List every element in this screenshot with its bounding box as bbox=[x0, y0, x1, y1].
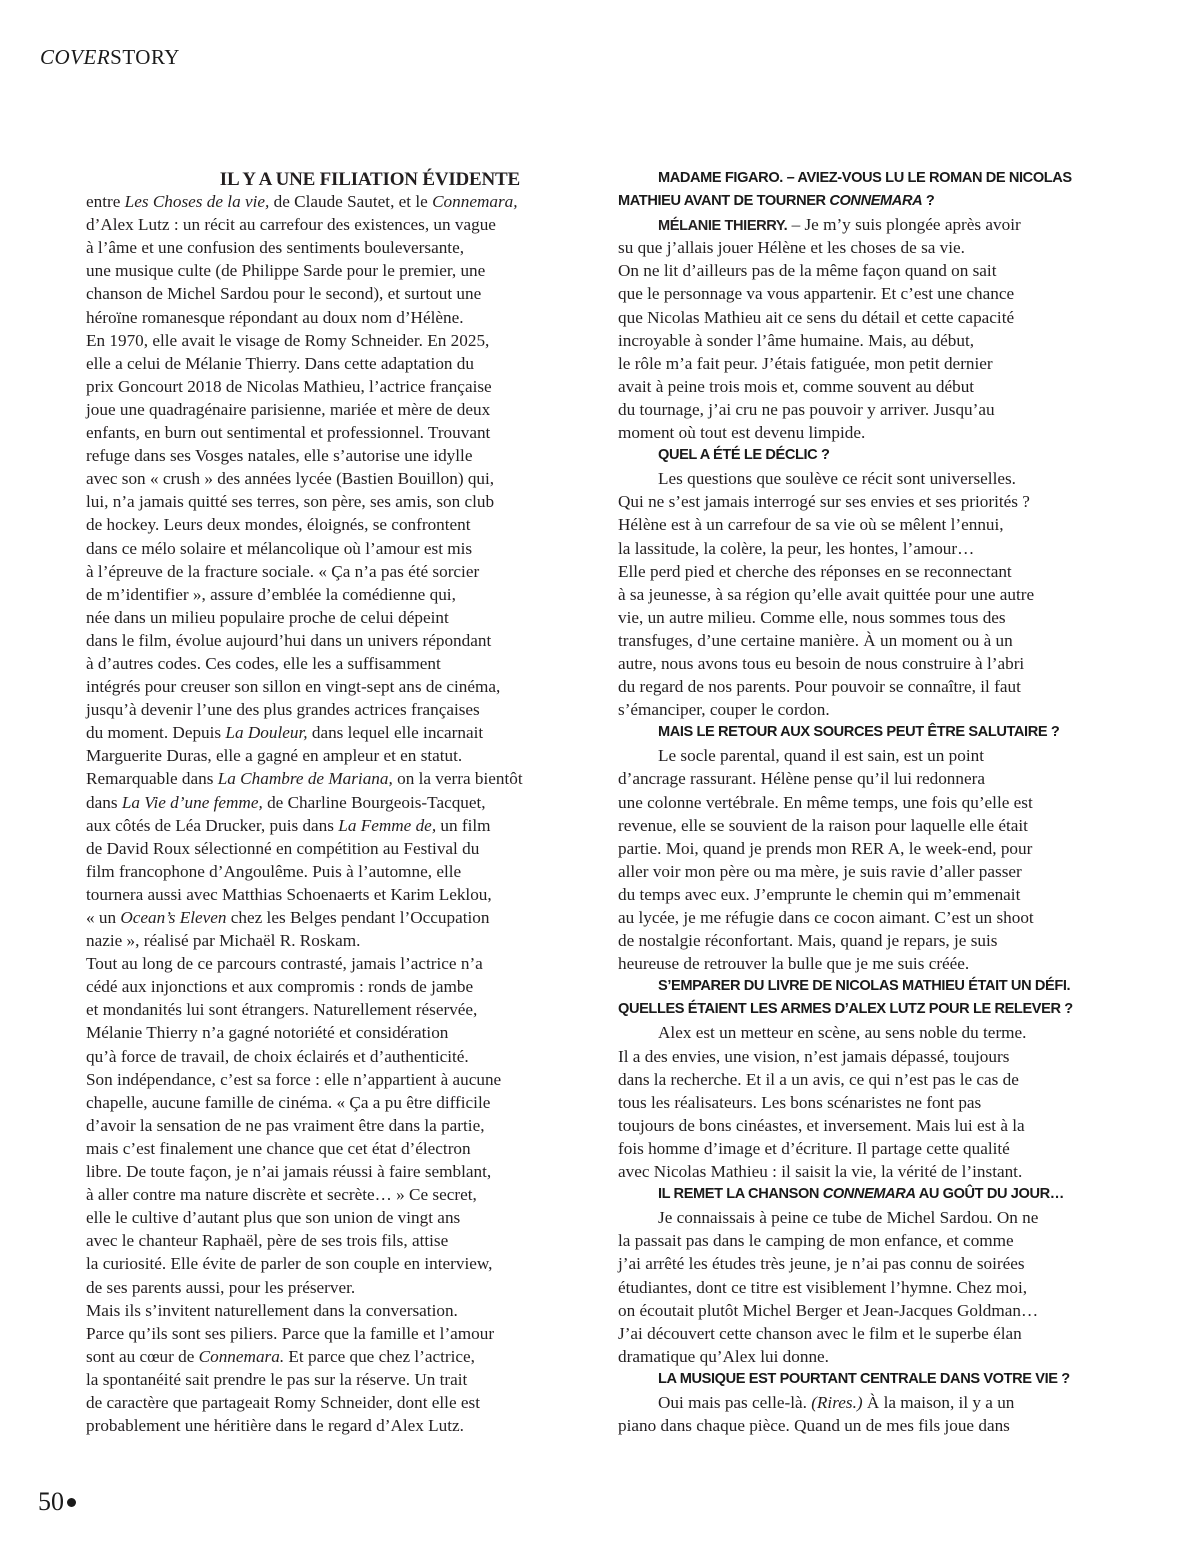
interview-question bbox=[618, 1368, 1094, 1391]
answer-line bbox=[618, 537, 1094, 560]
text-run: S’EMPARER DU LIVRE DE NICOLAS MATHIEU ÉTAIT UN DÉFI. bbox=[658, 978, 1071, 995]
text-run: de ses parents aussi, pour les préserver. bbox=[86, 1277, 356, 1297]
interview-question bbox=[618, 444, 1094, 467]
text-run: Il a des envies, une vision, n’est jamais dépassé, toujours bbox=[618, 1046, 1010, 1066]
text-run: avec son « crush » des années lycée (Bastien Bouillon) qui, bbox=[86, 469, 495, 489]
text-run: héroïne romanesque répondant au doux nom d’Hélène. bbox=[86, 307, 464, 327]
body-line bbox=[86, 929, 562, 952]
answer-line bbox=[618, 490, 1094, 513]
text-run: aller voir mon père ou ma mère, je suis ravie d’aller passer bbox=[618, 861, 1022, 881]
italic-title: Ocean’s Eleven bbox=[120, 908, 227, 927]
section-kicker bbox=[40, 45, 180, 70]
text-run: dans la recherche. Et il a un avis, ce qui n’est pas le cas de bbox=[618, 1069, 1019, 1089]
body-line bbox=[86, 975, 562, 998]
answer-line bbox=[618, 1299, 1094, 1322]
text-run: sont au cœur de bbox=[86, 1346, 199, 1366]
text-run: Marguerite Duras, elle a gagné en ampleur et en statut. bbox=[86, 746, 463, 766]
body-line bbox=[86, 952, 562, 975]
body-line bbox=[86, 860, 562, 883]
answer-line bbox=[618, 398, 1094, 421]
text-run: chez les Belges pendant l’Occupation bbox=[226, 908, 490, 927]
text-run: le rôle m’a fait peur. J’étais fatiguée, mon petit dernier bbox=[618, 353, 993, 373]
text-run: aux côtés de Léa Drucker, puis dans bbox=[86, 815, 339, 835]
body-line bbox=[86, 282, 562, 305]
text-run: film francophone d’Angoulême. Puis à l’automne, elle bbox=[86, 861, 462, 881]
text-run: dans le film, évolue aujourd’hui dans un univers répondant bbox=[86, 630, 492, 650]
text-run: une colonne vertébrale. En même temps, une fois qu’elle est bbox=[618, 792, 1033, 812]
body-line bbox=[86, 998, 562, 1021]
body-line bbox=[86, 1252, 562, 1275]
text-run: toujours de bons cinéastes, et inversement. Mais lui est à la bbox=[618, 1115, 1025, 1135]
answer-line bbox=[618, 952, 1094, 975]
text-run: la passait pas dans le camping de mon enfance, et comme bbox=[618, 1231, 1014, 1251]
article-column-left bbox=[86, 167, 562, 1437]
answer-line bbox=[618, 906, 1094, 929]
text-run: joue une quadragénaire parisienne, mariée et mère de deux bbox=[86, 399, 491, 419]
text-run: transfuges, d’une certaine manière. À un moment ou à un bbox=[618, 630, 1013, 650]
text-run: vie, un autre milieu. Comme elle, nous sommes tous des bbox=[618, 607, 1006, 627]
answer-line bbox=[618, 652, 1094, 675]
answer-line bbox=[618, 1229, 1094, 1252]
answer-line bbox=[618, 1322, 1094, 1345]
answer-line bbox=[618, 1391, 1094, 1414]
text-run: du temps avec eux. J’emprunte le chemin qui m’emmenait bbox=[618, 884, 1021, 904]
text-run: MADAME FIGARO. – AVIEZ-VOUS LU LE ROMAN DE NICOLAS bbox=[658, 170, 1072, 186]
text-run: J’ai découvert cette chanson avec le film et le superbe élan bbox=[618, 1323, 1022, 1343]
text-run: de nostalgie réconfortant. Mais, quand je repars, je suis bbox=[618, 931, 998, 951]
answer-line bbox=[618, 236, 1094, 259]
body-line bbox=[86, 721, 562, 744]
text-run: avec le chanteur Raphaël, père de ses trois fils, attise bbox=[86, 1231, 449, 1251]
text-run: Qui ne s’est jamais interrogé sur ses envies et ses priorités ? bbox=[618, 492, 1030, 512]
body-line bbox=[86, 1137, 562, 1160]
body-line bbox=[86, 744, 562, 767]
body-line bbox=[86, 583, 562, 606]
answer-line bbox=[618, 1414, 1094, 1437]
answer-line bbox=[618, 306, 1094, 329]
text-run: une musique culte (de Philippe Sarde pour le premier, une bbox=[86, 261, 486, 281]
text-run: un film bbox=[436, 815, 491, 835]
answer-line bbox=[618, 1091, 1094, 1114]
text-run: heureuse de retrouver la bulle que je me suis créée. bbox=[618, 954, 970, 974]
body-line bbox=[86, 1045, 562, 1068]
text-run: piano dans chaque pièce. Quand un de mes fils joue dans bbox=[618, 1416, 1010, 1436]
body-line bbox=[86, 1299, 562, 1322]
body-line bbox=[86, 190, 562, 213]
answer-line bbox=[618, 1160, 1094, 1183]
answer-line bbox=[618, 329, 1094, 352]
text-run: incroyable à sonder l’âme humaine. Mais, au début, bbox=[618, 330, 975, 350]
text-run: du tournage, j’ai cru ne pas pouvoir y arriver. Jusqu’au bbox=[618, 399, 995, 419]
body-line bbox=[86, 1021, 562, 1044]
text-run: avec Nicolas Mathieu : il saisit la vie, la vérité de l’instant. bbox=[618, 1162, 1023, 1182]
interview-question bbox=[618, 975, 1094, 998]
answer-line bbox=[618, 837, 1094, 860]
text-run: IL REMET LA CHANSON bbox=[658, 1186, 823, 1203]
text-run: à l’épreuve de la fracture sociale. « Ça n’a pas été sorcier bbox=[86, 561, 480, 581]
text-run: – Je m’y suis plongée après avoir bbox=[787, 215, 1021, 235]
body-line bbox=[86, 629, 562, 652]
answer-line bbox=[618, 352, 1094, 375]
body-line bbox=[86, 767, 562, 790]
body-line bbox=[86, 1160, 562, 1183]
text-run: j’ai arrêté les études très jeune, je n’ai pas connu de soirées bbox=[618, 1254, 1025, 1274]
text-run: dans ce mélo solaire et mélancolique où l’amour est mis bbox=[86, 538, 473, 558]
body-line bbox=[86, 652, 562, 675]
body-line bbox=[86, 259, 562, 282]
text-run: chanson de Michel Sardou pour le second), et surtout une bbox=[86, 284, 482, 304]
answer-line bbox=[618, 606, 1094, 629]
text-run: de Charline Bourgeois-Tacquet, bbox=[262, 792, 486, 812]
text-run: enfants, en burn out sentimental et professionnel. Trouvant bbox=[86, 423, 491, 443]
text-run: Oui mais pas celle-là. bbox=[658, 1392, 812, 1412]
text-run: AU GOÛT DU JOUR… bbox=[915, 1186, 1064, 1203]
page-folio bbox=[38, 1487, 76, 1517]
body-line bbox=[86, 329, 562, 352]
text-run: revenue, elle se souvient de la raison pour laquelle elle était bbox=[618, 815, 1028, 835]
text-run: s’émanciper, couper le cordon. bbox=[618, 700, 830, 720]
body-line bbox=[86, 1414, 562, 1437]
left-body-text bbox=[86, 190, 562, 1437]
interview-question bbox=[618, 998, 1094, 1021]
answer-line bbox=[618, 583, 1094, 606]
answer-line bbox=[618, 1137, 1094, 1160]
interview-question bbox=[618, 1183, 1094, 1206]
text-run: dramatique qu’Alex lui donne. bbox=[618, 1346, 829, 1366]
text-run: LA MUSIQUE EST POURTANT CENTRALE DANS VOTRE VIE ? bbox=[658, 1370, 1070, 1387]
italic-title: (Rires.) bbox=[811, 1392, 863, 1412]
answer-line bbox=[618, 744, 1094, 767]
text-run: Alex est un metteur en scène, au sens noble du terme. bbox=[658, 1023, 1027, 1043]
text-run: QUEL A ÉTÉ LE DÉCLIC ? bbox=[658, 447, 830, 464]
body-line bbox=[86, 513, 562, 536]
text-run: mais c’est finalement une chance que cet état d’électron bbox=[86, 1138, 471, 1158]
text-run: d’avoir la sensation de ne pas vraiment être dans la partie, bbox=[86, 1115, 485, 1135]
body-line bbox=[86, 213, 562, 236]
text-run: avait à peine trois mois et, comme souvent au début bbox=[618, 376, 975, 396]
text-run: à l’âme et une confusion des sentiments bouleversante, bbox=[86, 238, 465, 258]
italic-title: CONNEMARA bbox=[829, 193, 923, 210]
answer-line bbox=[618, 1068, 1094, 1091]
text-run: née dans un milieu populaire proche de celui dépeint bbox=[86, 607, 449, 627]
body-line bbox=[86, 236, 562, 259]
italic-title: La Femme de, bbox=[338, 815, 437, 835]
text-run: entre bbox=[86, 192, 125, 212]
text-run: la lassitude, la colère, la peur, les hontes, l’amour… bbox=[618, 538, 975, 558]
text-run: probablement une héritière dans le regard d’Alex Lutz. bbox=[86, 1416, 464, 1436]
answer-line bbox=[618, 1345, 1094, 1368]
body-line bbox=[86, 421, 562, 444]
text-run: et mondanités lui sont étrangers. Naturellement réservée, bbox=[86, 1000, 478, 1020]
text-run: MATHIEU AVANT DE TOURNER bbox=[618, 193, 830, 210]
bullet-dot-icon bbox=[67, 1498, 76, 1507]
text-run: Je connaissais à peine ce tube de Michel Sardou. On ne bbox=[658, 1208, 1039, 1228]
answer-line bbox=[618, 1045, 1094, 1068]
italic-title: CONNEMARA bbox=[822, 1186, 916, 1203]
italic-title: Connemara, bbox=[432, 192, 518, 212]
text-run: de hockey. Leurs deux mondes, éloignés, se confrontent bbox=[86, 515, 471, 535]
text-run: lui, n’a jamais quitté ses terres, son père, ses amis, son club bbox=[86, 492, 495, 512]
body-line bbox=[86, 1322, 562, 1345]
body-line bbox=[86, 398, 562, 421]
text-run: étudiantes, dont ce titre est visiblement l’hymne. Chez moi, bbox=[618, 1277, 1028, 1297]
text-run: su que j’allais jouer Hélène et les choses de sa vie. bbox=[618, 238, 965, 258]
body-line bbox=[86, 1183, 562, 1206]
text-run: Et parce que chez l’actrice, bbox=[284, 1346, 475, 1366]
text-run: « un bbox=[86, 908, 121, 927]
answer-line bbox=[618, 1114, 1094, 1137]
text-run: elle a celui de Mélanie Thierry. Dans cette adaptation du bbox=[86, 353, 474, 373]
body-line bbox=[86, 444, 562, 467]
text-run: dans lequel elle incarnait bbox=[307, 723, 484, 743]
body-line bbox=[86, 1276, 562, 1299]
body-line bbox=[86, 883, 562, 906]
text-run: prix Goncourt 2018 de Nicolas Mathieu, l’actrice française bbox=[86, 376, 492, 396]
answer-line bbox=[618, 929, 1094, 952]
page-number: 50 bbox=[38, 1487, 64, 1516]
text-run: de Claude Sautet, et le bbox=[269, 192, 433, 212]
body-line bbox=[86, 375, 562, 398]
text-run: Le socle parental, quand il est sain, est un point bbox=[658, 746, 985, 766]
interview-question bbox=[618, 721, 1094, 744]
body-line bbox=[86, 1091, 562, 1114]
interview-body-text bbox=[618, 167, 1094, 1437]
text-run: dans bbox=[86, 792, 122, 812]
answer-line bbox=[618, 259, 1094, 282]
body-line bbox=[86, 1229, 562, 1252]
text-run: que le personnage va vous appartenir. Et c’est une chance bbox=[618, 284, 1015, 304]
text-run: On ne lit d’ailleurs pas de la même façon quand on sait bbox=[618, 261, 997, 281]
answer-line bbox=[618, 1021, 1094, 1044]
text-run: à aller contre ma nature discrète et secrète… » Ce secret, bbox=[86, 1185, 477, 1205]
body-line bbox=[86, 1206, 562, 1229]
text-run: d’Alex Lutz : un récit au carrefour des existences, un vague bbox=[86, 215, 496, 235]
text-run: partie. Moi, quand je prends mon RER A, le week-end, pour bbox=[618, 838, 1033, 858]
answer-line bbox=[618, 767, 1094, 790]
kicker-story: STORY bbox=[110, 45, 180, 69]
body-line bbox=[86, 1368, 562, 1391]
text-run: chapelle, aucune famille de cinéma. « Ça a pu être difficile bbox=[86, 1092, 491, 1112]
text-run: tournera aussi avec Matthias Schoenaerts et Karim Leklou, bbox=[86, 884, 492, 904]
italic-title: La Vie d’une femme, bbox=[121, 792, 263, 812]
text-run: Tout au long de ce parcours contrasté, jamais l’actrice n’a bbox=[86, 954, 483, 974]
text-run: En 1970, elle avait le visage de Romy Schneider. En 2025, bbox=[86, 330, 490, 350]
text-run: MAIS LE RETOUR AUX SOURCES PEUT ÊTRE SALUTAIRE ? bbox=[658, 724, 1060, 741]
text-run: Mais ils s’invitent naturellement dans la conversation. bbox=[86, 1300, 458, 1320]
italic-title: La Chambre de Mariana, bbox=[217, 769, 393, 789]
text-run: Elle perd pied et cherche des réponses en se reconnectant bbox=[618, 561, 1012, 581]
text-run: d’ancrage rassurant. Hélène pense qu’il lui redonnera bbox=[618, 769, 985, 789]
text-run: refuge dans ses Vosges natales, elle s’autorise une idylle bbox=[86, 446, 473, 466]
answer-line bbox=[618, 421, 1094, 444]
body-line bbox=[86, 814, 562, 837]
answer-line bbox=[618, 282, 1094, 305]
lead-heading: IL Y A UNE FILIATION ÉVIDENTE bbox=[219, 169, 520, 190]
answer-line bbox=[618, 1276, 1094, 1299]
text-run: À la maison, il y a un bbox=[862, 1392, 1015, 1412]
body-line bbox=[86, 837, 562, 860]
text-run: du regard de nos parents. Pour pouvoir se connaître, il faut bbox=[618, 677, 1021, 697]
text-run: à d’autres codes. Ces codes, elle les a suffisamment bbox=[86, 653, 441, 673]
text-run: QUELLES ÉTAIENT LES ARMES D’ALEX LUTZ POUR LE RELEVER ? bbox=[618, 1001, 1073, 1018]
text-run: on écoutait plutôt Michel Berger et Jean-Jacques Goldman… bbox=[618, 1300, 1039, 1320]
answer-line bbox=[618, 629, 1094, 652]
text-run: cédé aux injonctions et aux compromis : ronds de jambe bbox=[86, 977, 474, 997]
text-run: Hélène est à un carrefour de sa vie où se mêlent l’ennui, bbox=[618, 515, 1004, 535]
answer-line bbox=[618, 375, 1094, 398]
body-line bbox=[86, 906, 562, 929]
text-run: de caractère que partageait Romy Schneider, dont elle est bbox=[86, 1392, 480, 1412]
body-line bbox=[86, 1114, 562, 1137]
text-run: Mélanie Thierry n’a gagné notoriété et considération bbox=[86, 1023, 449, 1043]
body-line bbox=[86, 1391, 562, 1414]
text-run: on la verra bientôt bbox=[392, 769, 523, 789]
body-line bbox=[86, 352, 562, 375]
answer-line bbox=[618, 1252, 1094, 1275]
text-run: Les questions que soulève ce récit sont universelles. bbox=[658, 469, 1016, 489]
italic-title: Les Choses de la vie, bbox=[124, 192, 270, 212]
answer-line bbox=[618, 675, 1094, 698]
body-line bbox=[86, 606, 562, 629]
text-run: intégrés pour creuser son sillon en vingt-sept ans de cinéma, bbox=[86, 677, 501, 697]
text-run: du moment. Depuis bbox=[86, 723, 226, 743]
interview-question bbox=[618, 167, 1094, 190]
answer-line bbox=[618, 791, 1094, 814]
answer-line bbox=[618, 513, 1094, 536]
italic-title: La Douleur, bbox=[225, 723, 308, 743]
interview-column-right bbox=[618, 167, 1094, 1437]
interview-question bbox=[618, 190, 1094, 213]
body-line bbox=[86, 537, 562, 560]
answer-line bbox=[618, 698, 1094, 721]
body-line bbox=[86, 1345, 562, 1368]
text-run: nazie », réalisé par Michaël R. Roskam. bbox=[86, 931, 361, 951]
text-run: libre. De toute façon, je n’ai jamais réussi à faire semblant, bbox=[86, 1162, 492, 1182]
text-run: Son indépendance, c’est sa force : elle n’appartient à aucune bbox=[86, 1069, 502, 1089]
text-run: elle le cultive d’autant plus que son union de vingt ans bbox=[86, 1208, 461, 1228]
text-run: au lycée, je me réfugie dans ce cocon aimant. C’est un shoot bbox=[618, 908, 1034, 927]
text-run: qu’à force de travail, de choix éclairés et d’authenticité. bbox=[86, 1046, 469, 1066]
body-line bbox=[86, 675, 562, 698]
text-run: fois homme d’image et d’écriture. Il partage cette qualité bbox=[618, 1138, 1010, 1158]
body-line bbox=[86, 467, 562, 490]
body-line bbox=[86, 698, 562, 721]
text-run: autre, nous avons tous eu besoin de nous construire à l’abri bbox=[618, 653, 1025, 673]
speaker-name: MÉLANIE THIERRY. bbox=[658, 218, 788, 235]
italic-title: Connemara. bbox=[198, 1346, 285, 1366]
text-run: que Nicolas Mathieu ait ce sens du détail et cette capacité bbox=[618, 307, 1015, 327]
text-run: Parce qu’ils sont ses piliers. Parce que la famille et l’amour bbox=[86, 1323, 495, 1343]
body-line bbox=[86, 791, 562, 814]
text-run: ? bbox=[922, 193, 935, 210]
answer-line bbox=[618, 467, 1094, 490]
text-run: moment où tout est devenu limpide. bbox=[618, 423, 866, 443]
text-run: à sa jeunesse, à sa région qu’elle avait quittée pour une autre bbox=[618, 584, 1035, 604]
answer-line bbox=[618, 1206, 1094, 1229]
answer-line bbox=[618, 860, 1094, 883]
kicker-cover: COVER bbox=[40, 45, 111, 69]
body-line bbox=[86, 560, 562, 583]
body-line bbox=[86, 1068, 562, 1091]
text-run: de David Roux sélectionné en compétition au Festival du bbox=[86, 838, 480, 858]
text-run: la spontanéité sait prendre le pas sur la réserve. Un trait bbox=[86, 1369, 468, 1389]
text-run: de m’identifier », assure d’emblée la comédienne qui, bbox=[86, 584, 456, 604]
body-line bbox=[86, 306, 562, 329]
answer-line bbox=[618, 814, 1094, 837]
text-run: jusqu’à devenir l’une des plus grandes actrices françaises bbox=[86, 700, 480, 720]
text-run: Remarquable dans bbox=[86, 769, 218, 789]
text-run: la curiosité. Elle évite de parler de son couple en interview, bbox=[86, 1254, 493, 1274]
answer-line bbox=[618, 560, 1094, 583]
answer-line bbox=[618, 213, 1094, 236]
body-line bbox=[86, 490, 562, 513]
text-run: tous les réalisateurs. Les bons scénaristes ne font pas bbox=[618, 1092, 982, 1112]
answer-line bbox=[618, 883, 1094, 906]
